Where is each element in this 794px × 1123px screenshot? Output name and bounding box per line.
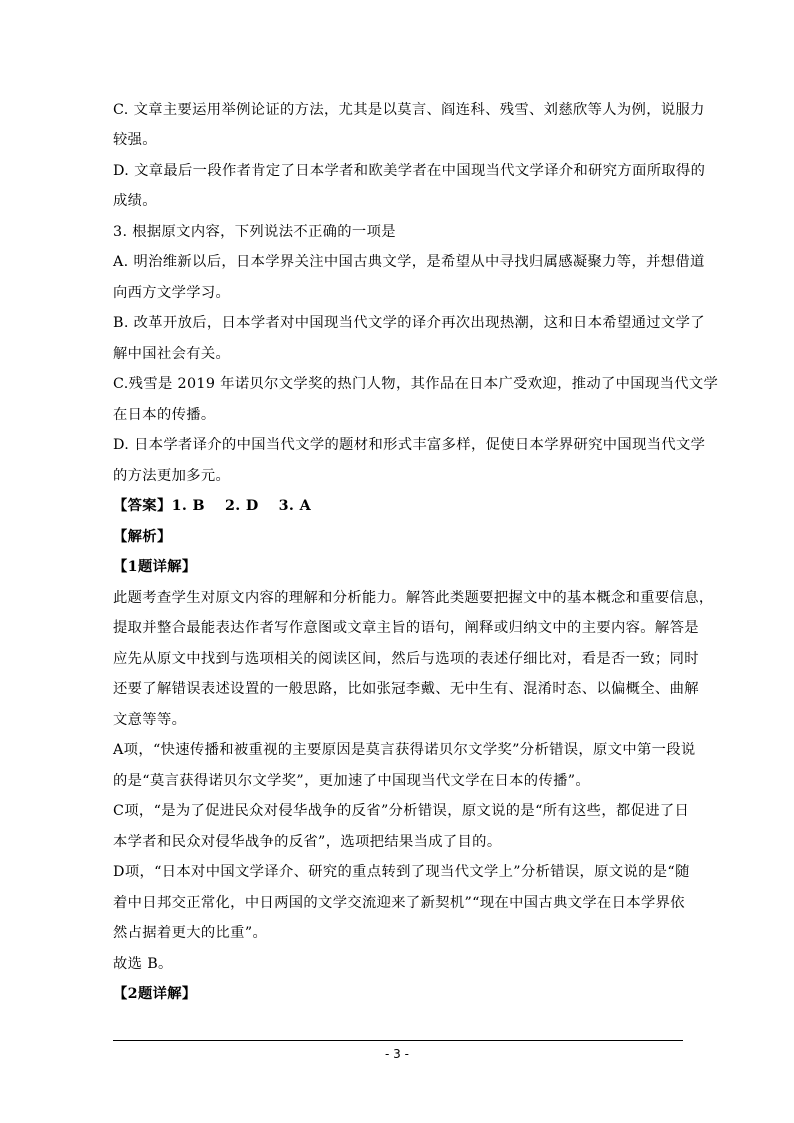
analysis-paragraph-line-2: 提取并整合最能表达作者写作意图或文章主旨的语句，阐释或归纳文中的主要内容。解答是 (113, 620, 699, 636)
q3-option-a-line-1: A. 明治维新以后，日本学界关注中国古典文学，是希望从中寻找归属感凝聚力等，并想借道 (113, 254, 705, 270)
question-3: 3. 根据原文内容，下列说法不正确的一项是 (113, 224, 396, 240)
item-c-line-2: 本学者和民众对侵华战争的反省”，选项把结果当成了目的。 (113, 834, 502, 850)
option-c-line-1: C. 文章主要运用举例论证的方法，尤其是以莫言、阎连科、残雪、刘慈欣等人为例，说服力 (113, 102, 705, 118)
q3-option-b-line-1: B. 改革开放后，日本学者对中国现当代文学的译介再次出现热潮，这和日本希望通过文学了 (113, 315, 705, 331)
choose-b-line: 故选 B。 (113, 956, 173, 972)
option-d-line-2: 成绩。 (113, 193, 157, 209)
item-d-line-2: 着中日邦交正常化，中日两国的文学交流迎来了新契机”“现在中国古典文学在日本学界依 (113, 895, 685, 911)
analysis-heading: 【解析】 (113, 529, 172, 545)
q3-option-c-line-2: 在日本的传播。 (113, 407, 216, 423)
item-d-line-3: 然占据着更大的比重”。 (113, 925, 268, 941)
option-c-line-2: 较强。 (113, 132, 157, 148)
q3-option-d-line-1: D. 日本学者译介的中国当代文学的题材和形式丰富多样，促使日本学界研究中国现当代文学 (113, 437, 706, 453)
q3-option-d-line-2: 的方法更加多元。 (113, 468, 231, 484)
answer-line: 【答案】1. B 2. D 3. A (113, 498, 312, 514)
q3-option-b-line-2: 解中国社会有关。 (113, 346, 231, 362)
item-a-line-1: A项，“快速传播和被重视的主要原因是莫言获得诺贝尔文学奖”分析错误，原文中第一段说 (113, 742, 696, 758)
item-a-line-2: 的是“莫言获得诺贝尔文学奖”，更加速了中国现当代文学在日本的传播”。 (113, 773, 591, 789)
item-c-line-1: C项，“是为了促进民众对侵华战争的反省”分析错误，原文说的是“所有这些，都促进了日 (113, 803, 690, 819)
option-d-line-1: D. 文章最后一段作者肯定了日本学者和欧美学者在中国现当代文学译介和研究方面所取得的 (113, 163, 706, 179)
analysis-paragraph-line-1: 此题考查学生对原文内容的理解和分析能力。解答此类题要把握文中的基本概念和重要信息， (113, 590, 714, 606)
footer-divider (113, 1040, 683, 1041)
item-d-line-1: D项，“日本对中国文学译介、研究的重点转到了现当代文学上”分析错误，原文说的是“随 (113, 864, 690, 880)
analysis-paragraph-line-5: 文意等等。 (113, 712, 187, 728)
analysis-paragraph-line-4: 还要了解错误表述设置的一般思路，比如张冠李戴、无中生有、混淆时态、以偏概全、曲解 (113, 681, 699, 697)
q3-option-c-line-1: C.残雪是 2019 年诺贝尔文学奖的热门人物，其作品在日本广受欢迎，推动了中国现当代文学 (113, 376, 719, 392)
q1-detail-heading: 【1题详解】 (113, 559, 197, 575)
q2-detail-heading: 【2题详解】 (113, 986, 197, 1002)
page-number: - 3 - (385, 1047, 409, 1061)
q3-option-a-line-2: 向西方文学学习。 (113, 285, 231, 301)
analysis-paragraph-line-3: 应先从原文中找到与选项相关的阅读区间，然后与选项的表述仔细比对，看是否一致；同时 (113, 651, 699, 667)
